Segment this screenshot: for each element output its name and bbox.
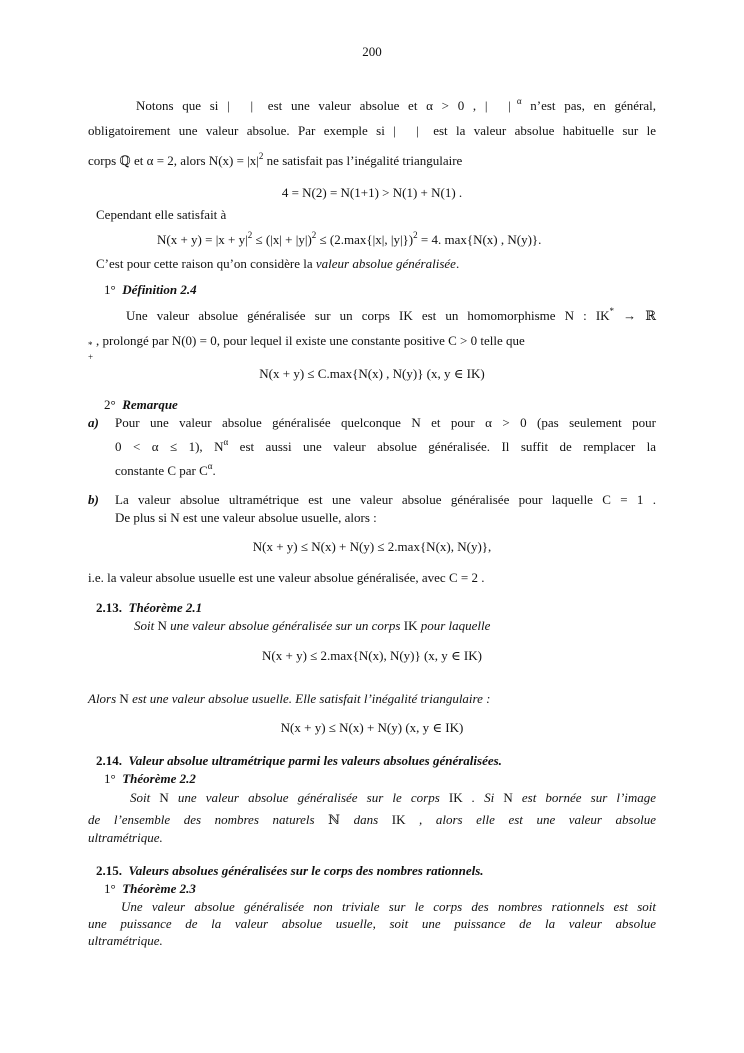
intro-line-2: obligatoirement une valeur absolue. Par exemple si | | est la valeur absolue habituelle sur le [88, 123, 657, 138]
page-number: 200 [362, 44, 382, 59]
theorem-2-3-line-3: ultramétrique. [88, 933, 163, 948]
remark-b-equation: N(x + y) ≤ N(x) + N(y) ≤ 2.max{N(x), N(y)}, [252, 539, 492, 554]
definition-line-1: Une valeur absolue généralisée sur un corps IK est un homomorphisme N : IK* → ℝ [126, 306, 657, 323]
remark-a-label: a) [88, 415, 99, 430]
definition-equation: N(x + y) ≤ C.max{N(x) , N(y)} (x, y ∈ IK) [259, 366, 485, 381]
intro-line-3: corps ℚ et α = 2, alors $N(x) = |x|^2$ ne satisfait pas l’inégalité triangulaire [88, 151, 463, 168]
theorem-2-3-line-2: une puissance de la valeur absolue usuelle, soit une puissance de la valeur absolue [88, 916, 656, 931]
remark-a-line-2: 0 < α ≤ 1), $N^\alpha$ est aussi une valeur absolue généralisée. Il suffit de remplacer la [115, 437, 657, 454]
cest-text: C’est pour cette raison qu’on considère la valeur absolue généralisée. [96, 256, 460, 271]
remark-a-line-1: Pour une valeur absolue généralisée quelconque N et pour α > 0 (pas seulement pour [115, 415, 657, 430]
section-2-14-heading: 2.14. Valeur absolue ultramétrique parmi les valeurs absolues généralisées. [96, 753, 502, 768]
theorem-2-2-heading: 1° Théorème 2.2 [104, 771, 196, 786]
remark-a-line-3: constante C par $C^\alpha$. [115, 461, 216, 478]
ie-text: i.e. la valeur absolue usuelle est une valeur absolue généralisée, avec C = 2 . [88, 570, 485, 585]
definition-heading: 1° Définition 2.4 [104, 282, 197, 297]
theorem-2-1-equation-2: N(x + y) ≤ N(x) + N(y) (x, y ∈ IK) [280, 720, 464, 735]
theorem-2-1-line-2: Alors N est une valeur absolue usuelle. Elle satisfait l’inégalité triangulaire : [88, 691, 491, 706]
intro-line-1: Notons que si | | est une valeur absolue et α > 0 , | $|^\alpha$ n’est pas, en général, [136, 96, 657, 113]
remark-b-line-2: De plus si N est une valeur absolue usuelle, alors : [115, 510, 377, 525]
equation-generalized: $N(x + y) = |x + y|^2 \le (|x| + |y|)^2 \le (2.\max\{|x|$, |y|})$^2$ = 4. max{N(x) , N(y)}. [157, 230, 542, 247]
abs-bars: | | [227, 98, 260, 113]
section-2-15-heading: 2.15. Valeurs absolues généralisées sur le corps des nombres rationnels. [96, 863, 484, 878]
theorem-2-3-heading: 1° Théorème 2.3 [104, 881, 196, 896]
theorem-2-1-line-1: Soit N une valeur absolue généralisée sur un corps IK pour laquelle [134, 618, 491, 633]
theorem-2-2-line-3: ultramétrique. [88, 830, 163, 845]
equation-triangle-fail: 4 = N(2) = N(1+1) > N(1) + N(1) . [281, 185, 463, 200]
remark-b-label: b) [88, 492, 99, 507]
theorem-2-2-line-1: Soit N une valeur absolue généralisée sur le corps IK . Si N est bornée sur l’image [130, 790, 657, 805]
theorem-2-1-heading: 2.13. Théorème 2.1 [96, 600, 203, 615]
theorem-2-1-equation-1: N(x + y) ≤ 2.max{N(x), N(y)} (x, y ∈ IK) [262, 648, 482, 663]
remark-b-line-1: La valeur absolue ultramétrique est une valeur absolue généralisée pour laquelle C = 1 . [115, 492, 656, 507]
theorem-2-2-line-2: de l’ensemble des nombres naturels ℕ dans IK , alors elle est une valeur absolue [88, 812, 656, 827]
cependant-text: Cependant elle satisfait à [96, 207, 227, 222]
definition-line-2: * + , prolongé par N(0) = 0, pour lequel il existe une constante positive C > 0 telle que [88, 333, 525, 362]
theorem-2-3-line-1: Une valeur absolue généralisée non triviale sur le corps des nombres rationnels est soit [121, 899, 656, 914]
remark-heading: 2° Remarque [104, 397, 178, 412]
